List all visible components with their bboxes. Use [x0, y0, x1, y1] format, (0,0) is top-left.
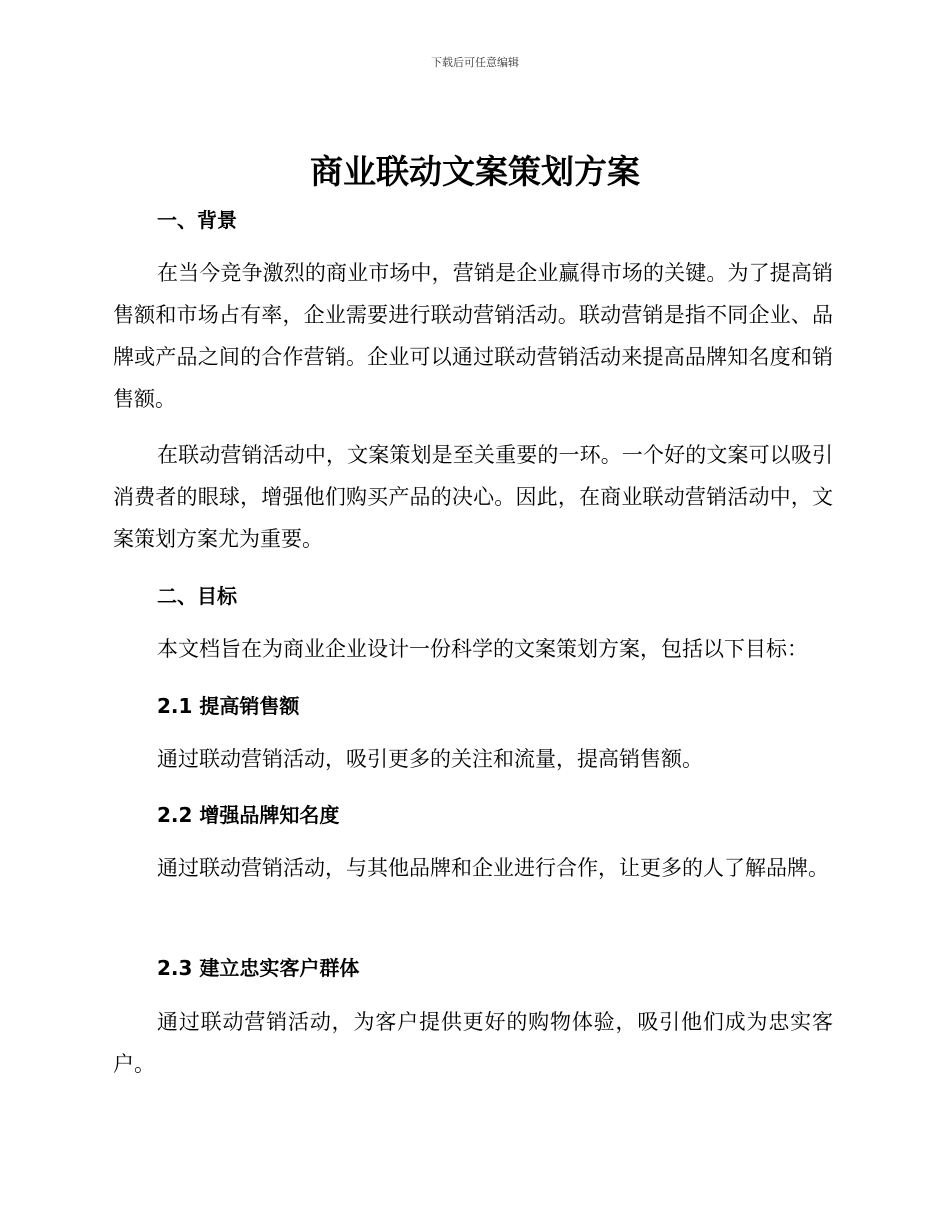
- goal-text-brand-awareness: 通过联动营销活动，与其他品牌和企业进行合作，让更多的人了解品牌。: [157, 856, 829, 880]
- section-heading-goals: 二、目标: [157, 584, 237, 608]
- goal-heading-sales: 2.1 提高销售额: [157, 694, 300, 718]
- goal-text-sales: 通过联动营销活动，吸引更多的关注和流量，提高销售额。: [157, 747, 703, 771]
- goal-heading-brand-awareness: 2.2 增强品牌知名度: [157, 803, 340, 827]
- header-note: 下载后可任意编辑: [431, 56, 519, 69]
- goal-heading-loyal-customers: 2.3 建立忠实客户群体: [157, 956, 360, 980]
- goal-text-loyal-customers: 通过联动营销活动，为客户提供更好的购物体验，吸引他们成为忠实客户。: [113, 1010, 833, 1076]
- background-paragraph-1: 在当今竞争激烈的商业市场中，营销是企业赢得市场的关键。为了提高销售额和市场占有率，企业需要进行联动营销活动。联动营销是指不同企业、品牌或产品之间的合作营销。企业可以通过联动营销活动来提高品牌知名度和销售额。: [113, 261, 833, 411]
- background-paragraph-2: 在联动营销活动中，文案策划是至关重要的一环。一个好的文案可以吸引消费者的眼球，增强他们购买产品的决心。因此，在商业联动营销活动中，文案策划方案尤为重要。: [113, 443, 833, 551]
- goals-intro: 本文档旨在为商业企业设计一份科学的文案策划方案，包括以下目标：: [157, 637, 808, 661]
- document-title: 商业联动文案策划方案: [310, 152, 640, 191]
- section-heading-background: 一、背景: [157, 208, 237, 232]
